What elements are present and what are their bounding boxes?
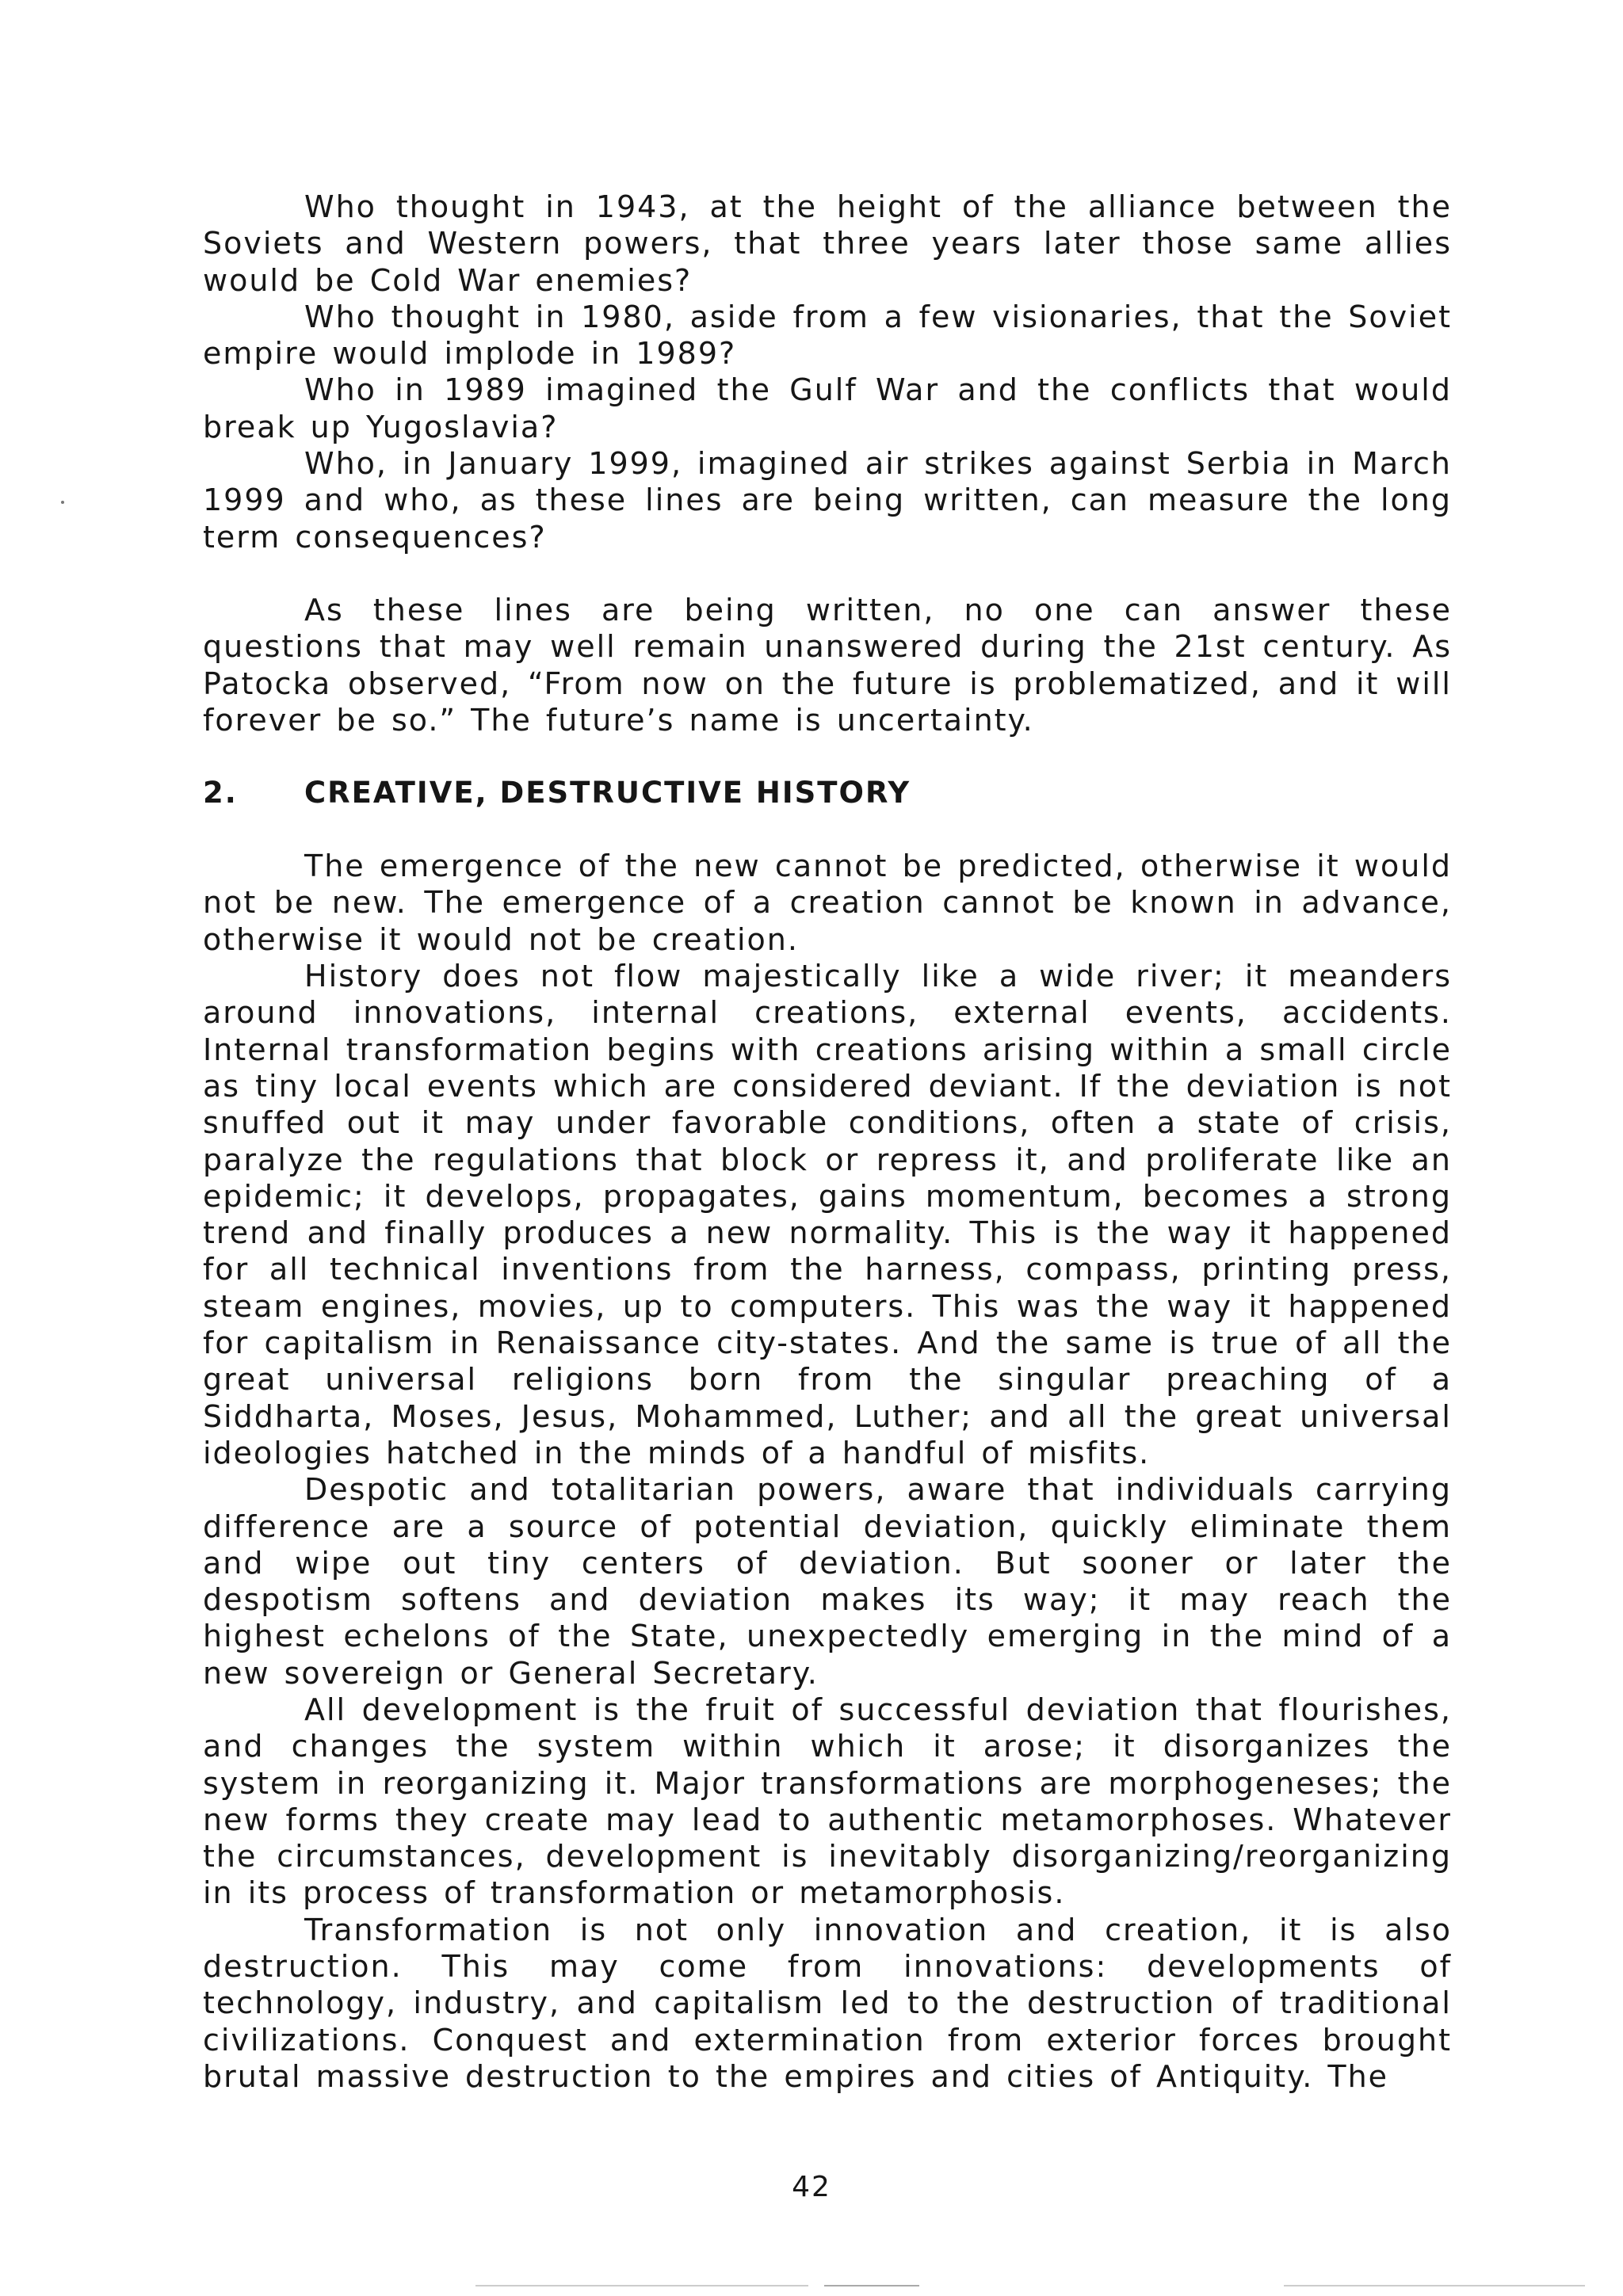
scan-artifact-line — [475, 2285, 808, 2286]
paragraph-gap — [203, 738, 1452, 775]
paragraph-gap — [203, 555, 1452, 592]
section-title: CREATIVE, DESTRUCTIVE HISTORY — [304, 776, 911, 810]
scan-artifact-line — [824, 2285, 919, 2286]
paragraph-despotic-powers: Despotic and totalitarian powers, aware that individuals carrying difference are a source of potential deviation, quickly eliminate them and wipe out tiny centers of deviation. But sooner or later the despotism softens and deviation makes its way; it may reach the highest echelons of the State, unexpectedly emerging in the mind of a new sovereign or General Secretary. — [203, 1472, 1452, 1691]
margin-speck — [61, 501, 64, 504]
paragraph-1999-air-strikes: Who, in January 1999, imagined air strikes against Serbia in March 1999 and who, as these lines are being written, can measure the long term consequences? — [203, 446, 1452, 555]
paragraph-gap — [203, 811, 1452, 848]
paragraph-1989-gulf-war: Who in 1989 imagined the Gulf War and the conflicts that would break up Yugoslavia? — [203, 372, 1452, 444]
page-number: 42 — [792, 2171, 831, 2203]
document-page — [203, 189, 1452, 2095]
paragraph-development-deviation: All development is the fruit of successful deviation that flourishes, and changes the system within which it arose; it disorganizes the system in reorganizing it. Major transformations are morphogeneses; the new forms they create may lead to authentic metamorphoses. Whatever the circumstances, development is inevitably disorganizing/reorganizing in its process of transformation or metamorphosis. — [203, 1691, 1452, 1911]
section-heading — [203, 775, 1452, 811]
paragraph-history-meanders: History does not flow majestically like a wide river; it meanders around innovations, internal creations, external events, accidents. Internal transformation begins with creations arising within a small circle as tiny local events which are considered deviant. If the deviation is not snuffed out it may under favorable conditions, often a state of crisis, paralyze the regulations that block or repress it, and proliferate like an epidemic; it develops, propagates, gains momentum, becomes a strong trend and finally produces a new normality. This is the way it happened for all technical inventions from the harness, compass, printing press, steam engines, movies, up to computers. This was the way it happened for capitalism in Renaissance city-states. And the same is true of all the great universal religions born from the singular preaching of a Siddharta, Moses, Jesus, Mohammed, Luther; and all the great universal ideologies hatched in the minds of a handful of misfits. — [203, 959, 1452, 1470]
scan-artifact-line — [1284, 2285, 1585, 2286]
paragraph-1980-soviet-empire: Who thought in 1980, aside from a few visionaries, that the Soviet empire would implode in 1989? — [203, 299, 1452, 372]
paragraph-uncertainty: As these lines are being written, no one can answer these questions that may well remain unanswered during the 21st century. As Patocka observed, “From now on the future is problematized, and it will forever be so.” The future’s name is uncertainty. — [203, 592, 1452, 738]
paragraph-1943-allies: Who thought in 1943, at the height of the alliance between the Soviets and Western powers, that three years later those same allies would be Cold War enemies? — [203, 189, 1452, 298]
paragraph-transformation-destruction: Transformation is not only innovation and creation, it is also destruction. This may come from innovations: developments of technology, industry, and capitalism led to the destruction of traditional civilizations. Conquest and extermination from exterior forces brought brutal massive destruction to the empires and cities of Antiquity. The — [203, 1912, 1452, 2094]
paragraph-emergence-of-new: The emergence of the new cannot be predicted, otherwise it would not be new. The emergence of a creation cannot be known in advance, otherwise it would not be creation. — [203, 849, 1452, 957]
section-number: 2. — [203, 776, 238, 810]
